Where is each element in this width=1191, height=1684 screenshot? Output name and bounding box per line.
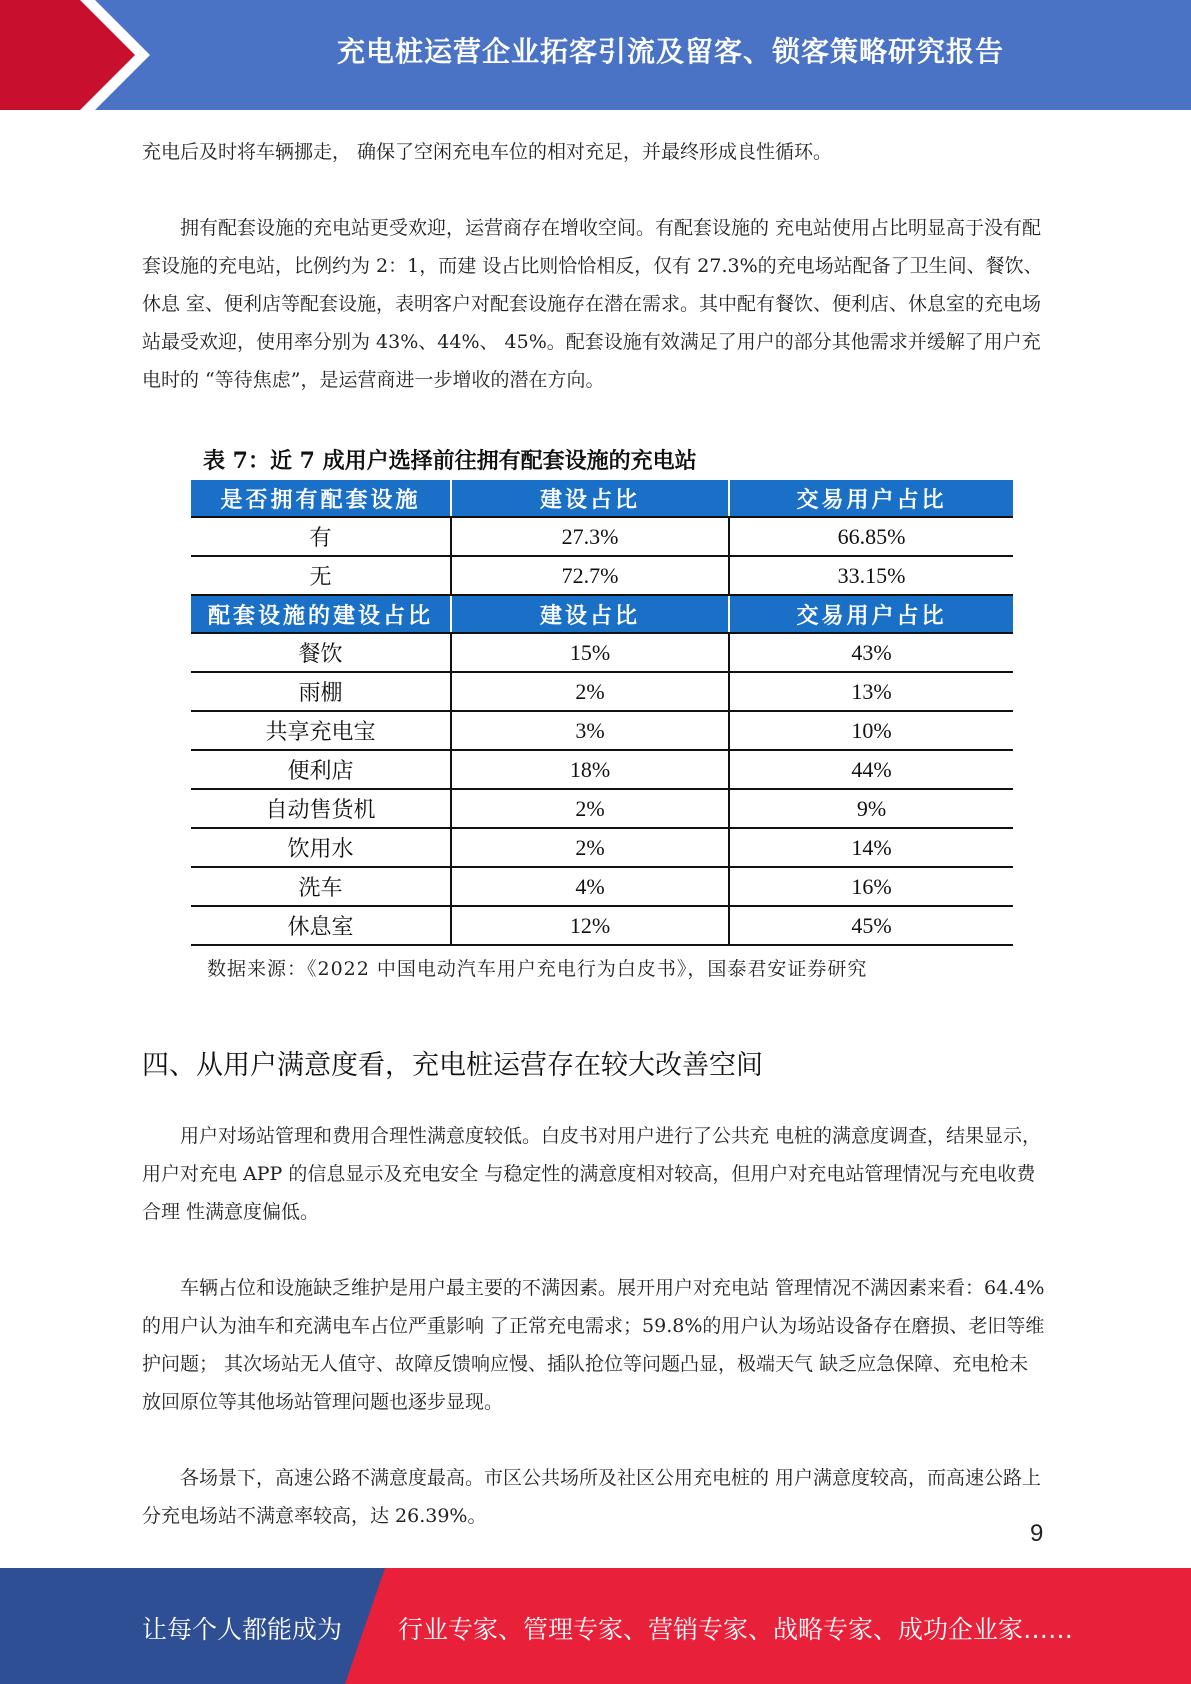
paragraph: 充电后及时将车辆挪走， 确保了空闲充电车位的相对充足，并最终形成良性循环。 (142, 141, 833, 163)
header-cell: 是否拥有配套设施 (191, 480, 451, 517)
table-cell: 12% (451, 906, 729, 945)
table-row (191, 867, 1013, 906)
table-row (191, 711, 1013, 750)
table-cell: 2% (451, 672, 729, 711)
table-cell: 15% (451, 633, 729, 672)
report-title: 充电桩运营企业拓客引流及留客、锁客策略研究报告 (336, 35, 1004, 68)
table-cell: 33.15% (729, 556, 1013, 595)
table-title: 表 7：近 7 成用户选择前往拥有配套设施的充电站 (203, 448, 697, 474)
table-cell: 自动售货机 (191, 789, 451, 828)
footer-slogan-right: 行业专家、管理专家、营销专家、战略专家、成功企业家…… (398, 1615, 1074, 1644)
header-cell: 建设占比 (451, 595, 729, 633)
table-cell: 雨棚 (191, 672, 451, 711)
header-cell: 交易用户占比 (729, 480, 1013, 517)
table-source-note: 数据来源：《2022 中国电动汽车用户充电行为白皮书》，国泰君安证券研究 (207, 958, 868, 980)
table-cell: 4% (451, 867, 729, 906)
table-row (191, 906, 1013, 945)
table-row (191, 672, 1013, 711)
footer-slogan-left: 让每个人都能成为 (142, 1615, 343, 1644)
facility-table (191, 480, 1013, 946)
table-cell: 3% (451, 711, 729, 750)
table-cell: 10% (729, 711, 1013, 750)
table-cell: 餐饮 (191, 633, 451, 672)
table-cell: 72.7% (451, 556, 729, 595)
table-cell: 43% (729, 633, 1013, 672)
table-cell: 洗车 (191, 867, 451, 906)
table-cell: 14% (729, 828, 1013, 867)
page-number: 9 (1030, 1520, 1044, 1547)
paragraph: 用户对场站管理和费用合理性满意度较低。白皮书对用户进行了公共充 电桩的满意度调查，结果显示，用户对充电 APP 的信息显示及充电安全 与稳定性的满意度相对较高，但用户对充电站管理情况与充电收费合理 性满意度偏低。 (142, 1125, 1042, 1223)
table-cell: 共享充电宝 (191, 711, 451, 750)
paragraph: 拥有配套设施的充电站更受欢迎，运营商存在增收空间。有配套设施的 充电站使用占比明显高于没有配套设施的充电站，比例约为 2：1，而建 设占比则恰恰相反，仅有 27.3%的充电场站配备了卫生间、餐饮、休息 室、便利店等配套设施，表明客户对配套设施存在潜在需求。其中配有餐饮、便利店、休息室的充电场站最受欢迎，使用率分别为 43%、44%、 45%。配套设施有效满足了用户的部分其他需求并缓解了用户充电时的 “等待焦虑”，是运营商进一步增收的潜在方向。 (142, 217, 1043, 391)
table-row (191, 633, 1013, 672)
header-cell: 配套设施的建设占比 (191, 595, 451, 633)
facility-table-block (191, 442, 1013, 981)
table-row (191, 517, 1013, 556)
table-cell: 休息室 (191, 906, 451, 945)
table-row (191, 556, 1013, 595)
paragraph: 车辆占位和设施缺乏维护是用户最主要的不满因素。展开用户对充电站 管理情况不满因素来看：64.4%的用户认为油车和充满电车占位严重影响 了正常充电需求；59.8%的用户认为场站设备存在磨损、老旧等维护问题； 其次场站无人值守、故障反馈响应慢、插队抢位等问题凸显，极端天气 缺乏应急保障、充电枪未放回原位等其他场站管理问题也逐步显现。 (142, 1277, 1045, 1413)
table-cell: 18% (451, 750, 729, 789)
header-cell: 交易用户占比 (729, 595, 1013, 633)
table-cell: 13% (729, 672, 1013, 711)
paragraph: 各场景下，高速公路不满意度最高。市区公共场所及社区公用充电桩的 用户满意度较高，而高速公路上分充电场站不满意率较高，达 26.39%。 (142, 1467, 1042, 1527)
section-heading: 四、从用户满意度看，充电桩运营存在较大改善空间 (142, 1050, 763, 1081)
page-header (0, 0, 1191, 110)
satisfaction-text (142, 1117, 1047, 1535)
table-cell: 有 (191, 517, 451, 556)
table-cell: 饮用水 (191, 828, 451, 867)
table-cell: 2% (451, 789, 729, 828)
header-cell: 建设占比 (451, 480, 729, 517)
page-footer (0, 1568, 1191, 1684)
table-cell: 16% (729, 867, 1013, 906)
table-cell: 66.85% (729, 517, 1013, 556)
table-row (191, 828, 1013, 867)
table-header-row (191, 480, 1013, 517)
table-header-row (191, 595, 1013, 633)
table-cell: 无 (191, 556, 451, 595)
table-row (191, 789, 1013, 828)
intro-text (142, 133, 1047, 399)
table-cell: 9% (729, 789, 1013, 828)
table-cell: 27.3% (451, 517, 729, 556)
table-cell: 2% (451, 828, 729, 867)
table-cell: 45% (729, 906, 1013, 945)
table-cell: 44% (729, 750, 1013, 789)
table-cell: 便利店 (191, 750, 451, 789)
table-row (191, 750, 1013, 789)
